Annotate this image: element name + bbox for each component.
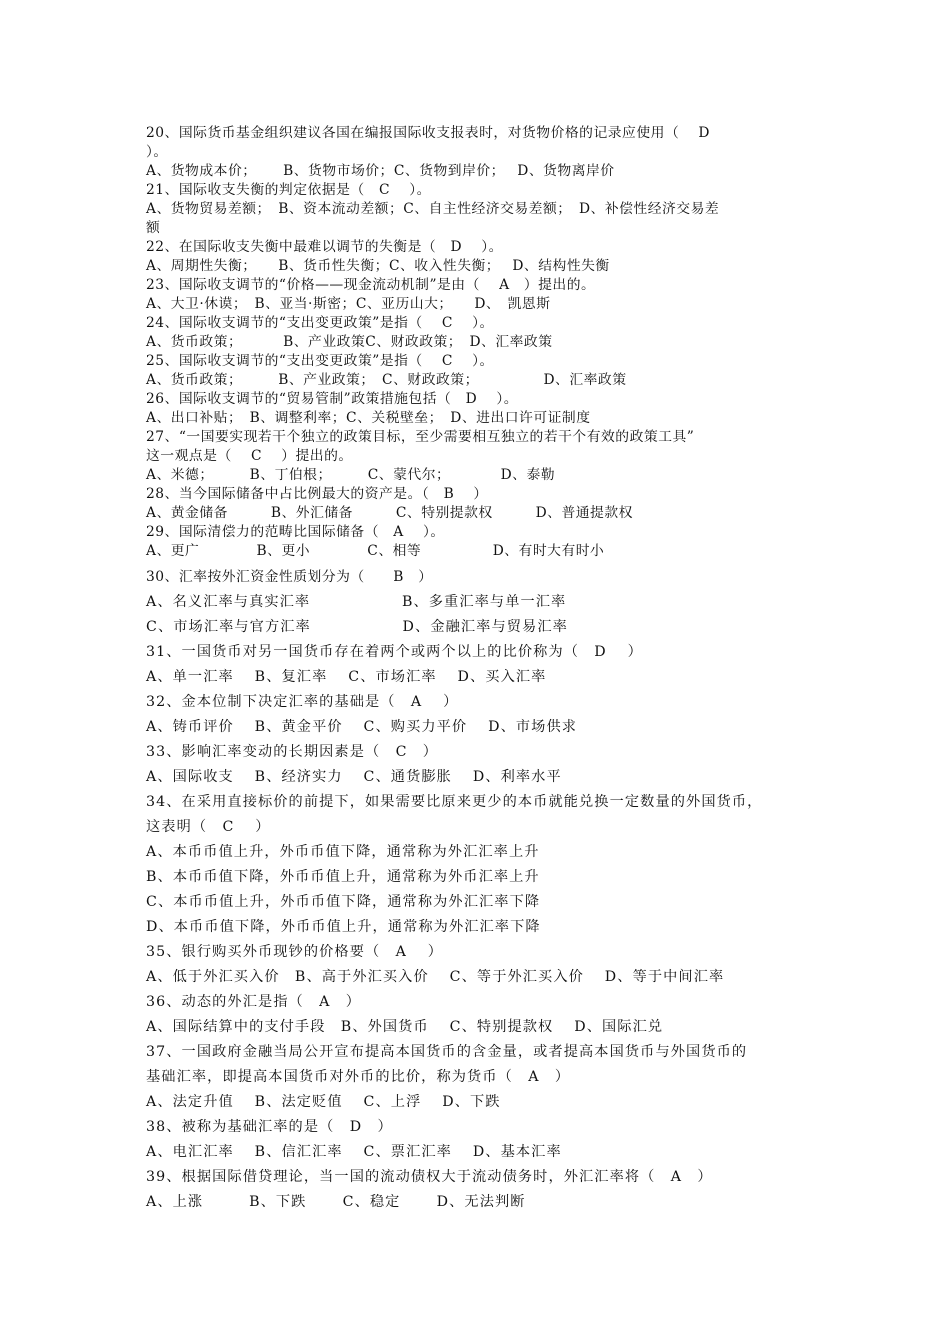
text-line: 34、在采用直接标价的前提下，如果需要比原来更少的本币就能兑换一定数量的外国货币， (146, 794, 763, 810)
text-line: 这一观点是（ C ）提出的。 (146, 448, 353, 464)
text-line: A、电汇汇率 B、信汇汇率 C、票汇汇率 D、基本汇率 (146, 1144, 562, 1160)
text-line: 29、国际清偿力的范畴比国际储备（ A ）。 (146, 524, 445, 540)
text-line: 37、一国政府金融当局公开宣布提高本国货币的含金量，或者提高本国货币与外国货币的 (146, 1044, 748, 1060)
text-line: A、单一汇率 B、复汇率 C、市场汇率 D、买入汇率 (146, 669, 547, 685)
text-line: 28、当今国际储备中占比例最大的资产是。（ B ） (146, 486, 488, 502)
text-line: 31、一国货币对另一国货币存在着两个或两个以上的比价称为（ D ） (146, 644, 643, 660)
text-line: A、法定升值 B、法定贬值 C、上浮 D、下跌 (146, 1094, 501, 1110)
text-line: ）。 (146, 144, 168, 160)
text-line: 39、根据国际借贷理论，当一国的流动债权大于流动债务时，外汇汇率将（ A ） (146, 1169, 713, 1185)
text-line: A、上涨 B、下跌 C、稳定 D、无法判断 (146, 1194, 526, 1210)
text-line: 26、国际收支调节的“贸易管制”政策措施包括（ D ）。 (146, 391, 519, 407)
text-line: A、低于外汇买入价 B、高于外汇买入价 C、等于外汇买入价 D、等于中间汇率 (146, 969, 725, 985)
text-line: 基础汇率，即提高本国货币对外币的比价，称为货币（ A ） (146, 1069, 571, 1085)
text-line: A、货币政策； B、产业政策； C、财政政策； D、汇率政策 (146, 372, 627, 388)
text-line: A、周期性失衡； B、货币性失衡；C、收入性失衡； D、结构性失衡 (146, 258, 610, 274)
text-line: A、货币政策； B、产业政策C、财政政策； D、汇率政策 (146, 334, 553, 350)
text-line: A、更广 B、更小 C、相等 D、有时大有时小 (146, 543, 605, 559)
text-line: 33、影响汇率变动的长期因素是（ C ） (146, 744, 439, 760)
text-line: A、米德； B、丁伯根； C、蒙代尔； D、泰勒 (146, 467, 556, 483)
text-line: A、国际结算中的支付手段 B、外国货币 C、特别提款权 D、国际汇兑 (146, 1019, 664, 1035)
text-line: 20、国际货币基金组织建议各国在编报国际收支报表时，对货物价格的记录应使用（ D (146, 125, 710, 141)
text-line: D、本币币值下降，外币币值上升，通常称为外汇汇率下降 (146, 919, 541, 935)
text-line: 23、国际收支调节的“价格——现金流动机制”是由（ A ）提出的。 (146, 277, 596, 293)
text-line: A、黄金储备 B、外汇储备 C、特别提款权 D、普通提款权 (146, 505, 633, 521)
text-line: A、货物成本价； B、货物市场价；C、货物到岸价； D、货物离岸价 (146, 163, 615, 179)
text-line: 30、汇率按外汇资金性质划分为（ B ） (146, 569, 433, 585)
text-line: 25、国际收支调节的“支出变更政策”是指（ C ）。 (146, 353, 494, 369)
text-line: A、国际收支 B、经济实力 C、通货膨胀 D、利率水平 (146, 769, 562, 785)
text-line: 35、银行购买外币现钞的价格要（ A ） (146, 944, 444, 960)
text-line: B、本币币值下降，外币币值上升，通常称为外币汇率上升 (146, 869, 540, 885)
text-line: A、货物贸易差额； B、资本流动差额；C、自主性经济交易差额； D、补偿性经济交易差 (146, 201, 720, 217)
text-line: 这表明（ C ） (146, 819, 271, 835)
text-line: 27、“一国要实现若干个独立的政策目标，至少需要相互独立的若干个有效的政策工具” (146, 429, 695, 445)
text-line: 38、被称为基础汇率的是（ D ） (146, 1119, 393, 1135)
text-line: A、名义汇率与真实汇率 B、多重汇率与单一汇率 (146, 594, 567, 610)
text-line: 24、国际收支调节的“支出变更政策”是指（ C ）。 (146, 315, 494, 331)
text-line: 32、金本位制下决定汇率的基础是（ A ） (146, 694, 459, 710)
text-line: 21、国际收支失衡的判定依据是（ C ）。 (146, 182, 431, 198)
text-line: A、大卫·休谟； B、亚当·斯密；C、亚历山大； D、 凯恩斯 (146, 296, 551, 312)
text-line: 额 (146, 220, 161, 236)
text-line: 22、在国际收支失衡中最难以调节的失衡是（ D ）。 (146, 239, 503, 255)
text-line: C、市场汇率与官方汇率 D、金融汇率与贸易汇率 (146, 619, 568, 635)
text-line: A、铸币评价 B、黄金平价 C、购买力平价 D、市场供求 (146, 719, 578, 735)
text-line: C、本币币值上升，外币币值下降，通常称为外汇汇率下降 (146, 894, 541, 910)
text-line: A、本币币值上升，外币币值下降，通常称为外汇汇率上升 (146, 844, 540, 860)
text-line: 36、动态的外汇是指（ A ） (146, 994, 362, 1010)
text-line: A、出口补贴； B、调整利率；C、关税壁垒； D、进出口许可证制度 (146, 410, 591, 426)
